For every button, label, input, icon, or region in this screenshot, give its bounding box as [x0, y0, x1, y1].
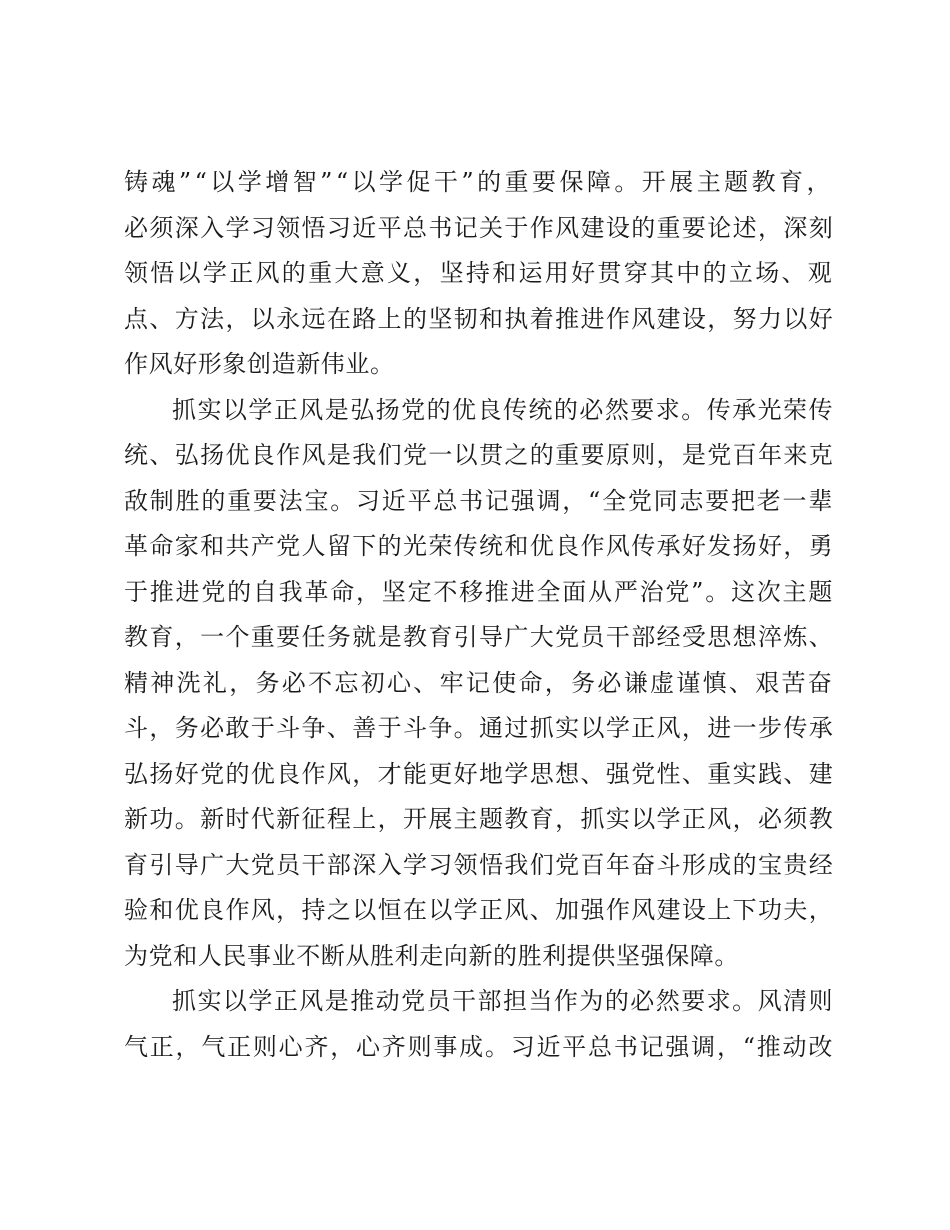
text-line: 敌制胜的重要法宝。习近平总书记强调，“全党同志要把老一辈: [124, 486, 835, 515]
paragraph-1: [124, 160, 834, 388]
text-line: 作风好形象创造新伟业。: [124, 350, 395, 378]
paragraph-2: [124, 388, 834, 980]
text-line: 抓实以学正风是弘扬党的优良传统的必然要求。传承光荣传: [172, 395, 834, 424]
document-body: [124, 160, 834, 1070]
text-line: 验和优良作风，持之以恒在以学正风、加强作风建设上下功夫，: [124, 896, 835, 924]
text-line: 为党和人民事业不断从胜利走向新的胜利提供坚强保障。: [124, 941, 739, 970]
text-line: 斗，务必敢于斗争、善于斗争。通过抓实以学正风，进一步传承: [124, 714, 835, 742]
text-line: 新功。新时代新征程上，开展主题教育，抓实以学正风，必须教: [124, 805, 835, 833]
text-line: 必须深入学习领悟习近平总书记关于作风建设的重要论述，深刻: [124, 213, 835, 242]
text-line: 于推进党的自我革命，坚定不移推进全面从严治党”。这次主题: [124, 577, 835, 606]
text-line: 领悟以学正风的重大意义，坚持和运用好贯穿其中的立场、观: [124, 259, 835, 287]
text-line: 教育，一个重要任务就是教育引导广大党员干部经受思想淬炼、: [124, 623, 835, 651]
text-line: 铸魂”“以学增智”“以学促干”的重要保障。开展主题教育，: [124, 168, 834, 196]
paragraph-3: [124, 979, 834, 1070]
text-line: 点、方法，以永远在路上的坚韧和执着推进作风建设，努力以好: [124, 304, 835, 333]
text-line: 统、弘扬优良作风是我们党一以贯之的重要原则，是党百年来克: [124, 441, 835, 469]
text-line: 革命家和共产党人留下的光荣传统和优良作风传承好发扬好，勇: [124, 532, 835, 560]
text-line: 精神洗礼，务必不忘初心、牢记使命，务必谦虚谨慎、艰苦奋: [124, 668, 835, 697]
text-line: 育引导广大党员干部深入学习领悟我们党百年奋斗形成的宝贵经: [124, 850, 835, 879]
text-line: 抓实以学正风是推动党员干部担当作为的必然要求。风清则: [172, 987, 834, 1015]
text-line: 气正，气正则心齐，心齐则事成。习近平总书记强调，“推动改: [124, 1032, 835, 1061]
text-line: 弘扬好党的优良作风，才能更好地学思想、强党性、重实践、建: [124, 759, 835, 788]
